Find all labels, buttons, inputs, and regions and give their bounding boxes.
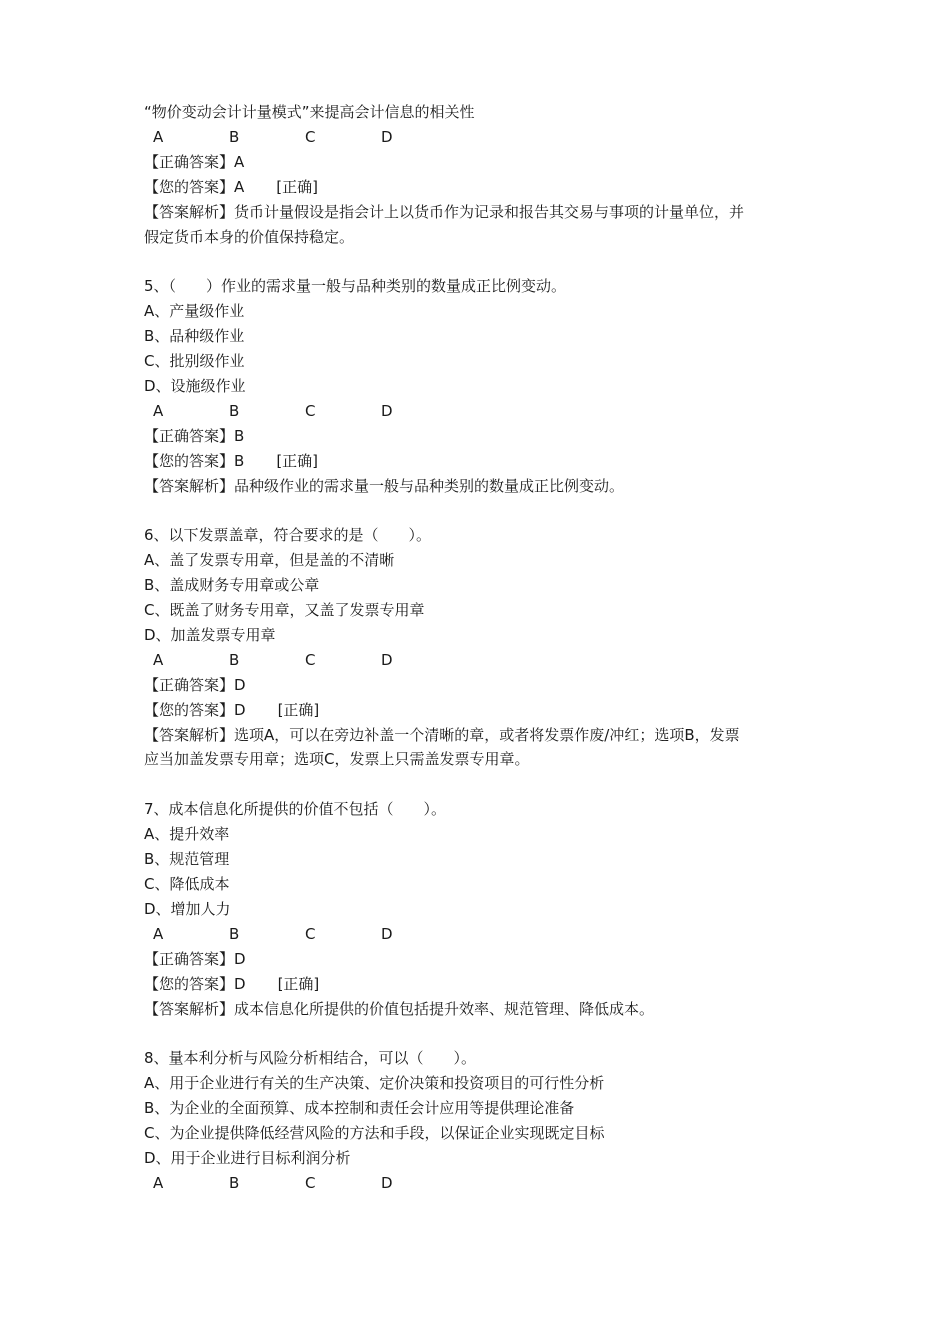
your-answer [144,449,824,474]
answer-status: [正确] [277,974,320,993]
your-answer [144,972,824,997]
option-b: B、品种级作业 [144,327,245,346]
correct-answer-value: D [234,675,246,694]
choice-a[interactable]: A [153,401,164,420]
correct-answer [144,150,824,175]
option-c: C、既盖了财务专用章，又盖了发票专用章 [144,601,425,620]
choice-c[interactable]: C [305,401,316,420]
question-stem: 7、成本信息化所提供的价值不包括（ ）。 [144,800,447,819]
analysis-label: 【答案解析】 [144,202,235,221]
answer-choices [144,648,824,673]
correct-answer [144,673,824,698]
question-stem: “物价变动会计计量模式”来提高会计信息的相关性 [144,103,475,121]
option-c: C、批别级作业 [144,352,245,371]
your-answer-value: D [234,700,246,719]
choice-c[interactable]: C [305,127,316,146]
option-d: D、用于企业进行目标利润分析 [144,1148,351,1167]
analysis-label: 【答案解析】 [144,999,235,1018]
question-8 [144,1046,824,1195]
option-a: A、提升效率 [144,825,230,844]
option-d: D、设施级作业 [144,376,246,395]
choice-d[interactable]: D [381,1173,393,1192]
question-6 [144,523,824,772]
option-d: D、加盖发票专用章 [144,625,276,644]
choice-d[interactable]: D [381,401,393,420]
option-d: D、增加人力 [144,899,231,918]
correct-answer-value: D [234,949,246,968]
answer-analysis [144,997,824,1022]
question-stem: 6、以下发票盖章，符合要求的是（ ）。 [144,526,432,545]
option-b: B、盖成财务专用章或公章 [144,576,320,595]
choice-a[interactable]: A [153,924,164,943]
option-c: C、为企业提供降低经营风险的方法和手段，以保证企业实现既定目标 [144,1124,605,1143]
option-a: A、用于企业进行有关的生产决策、定价决策和投资项目的可行性分析 [144,1074,605,1093]
correct-answer [144,424,824,449]
choice-d[interactable]: D [381,650,393,669]
exam-page [144,100,824,1196]
your-answer [144,175,824,200]
choice-d[interactable]: D [381,924,393,943]
analysis-continued: 假定货币本身的价值保持稳定。 [144,227,355,246]
your-answer-value: D [234,974,246,993]
correct-answer-label: 【正确答案】 [144,675,235,694]
choice-b[interactable]: B [229,924,240,943]
choice-c[interactable]: C [305,650,316,669]
answer-choices [144,1171,824,1196]
correct-answer-label: 【正确答案】 [144,152,235,171]
your-answer-label: 【您的答案】 [144,451,235,470]
answer-status: [正确] [277,700,320,719]
correct-answer-value: B [234,426,245,445]
choice-d[interactable]: D [381,127,393,146]
choice-a[interactable]: A [153,650,164,669]
your-answer [144,698,824,723]
choice-c[interactable]: C [305,924,316,943]
spacer [144,498,824,523]
answer-analysis [144,200,824,225]
your-answer-label: 【您的答案】 [144,177,235,196]
analysis-text: 品种级作业的需求量一般与品种类别的数量成正比例变动。 [234,476,625,495]
option-a: A、产量级作业 [144,302,245,321]
question-4-tail [144,100,824,249]
choice-a[interactable]: A [153,127,164,146]
your-answer-value: B [234,451,245,470]
correct-answer-label: 【正确答案】 [144,426,235,445]
answer-status: [正确] [276,451,319,470]
option-b: B、规范管理 [144,850,230,869]
answer-analysis [144,723,824,748]
choice-b[interactable]: B [229,650,240,669]
choice-c[interactable]: C [305,1173,316,1192]
analysis-label: 【答案解析】 [144,476,235,495]
your-answer-label: 【您的答案】 [144,700,235,719]
choice-b[interactable]: B [229,401,240,420]
question-5 [144,274,824,498]
analysis-label: 【答案解析】 [144,725,235,744]
your-answer-label: 【您的答案】 [144,974,235,993]
spacer [144,1021,824,1046]
choice-b[interactable]: B [229,127,240,146]
question-stem: 8、量本利分析与风险分析相结合，可以（ ）。 [144,1049,477,1068]
choice-b[interactable]: B [229,1173,240,1192]
analysis-text: 选项A，可以在旁边补盖一个清晰的章，或者将发票作废/冲红；选项B，发票 [234,725,740,744]
option-a: A、盖了发票专用章，但是盖的不清晰 [144,551,395,570]
analysis-text: 成本信息化所提供的价值包括提升效率、规范管理、降低成本。 [234,999,655,1018]
analysis-text: 货币计量假设是指会计上以货币作为记录和报告其交易与事项的计量单位，并 [234,202,745,221]
spacer [144,772,824,797]
answer-choices [144,125,824,150]
choice-a[interactable]: A [153,1173,164,1192]
option-b: B、为企业的全面预算、成本控制和责任会计应用等提供理论准备 [144,1099,575,1118]
correct-answer-label: 【正确答案】 [144,949,235,968]
question-7 [144,797,824,1021]
question-stem: 5、（ ）作业的需求量一般与品种类别的数量成正比例变动。 [144,277,567,296]
your-answer-value: A [234,177,245,196]
answer-choices [144,922,824,947]
option-c: C、降低成本 [144,875,230,893]
analysis-continued: 应当加盖发票专用章；选项C，发票上只需盖发票专用章。 [144,750,530,769]
correct-answer-value: A [234,152,245,171]
answer-analysis [144,474,824,499]
answer-status: [正确] [276,177,318,196]
spacer [144,249,824,274]
answer-choices [144,399,824,424]
correct-answer [144,947,824,972]
